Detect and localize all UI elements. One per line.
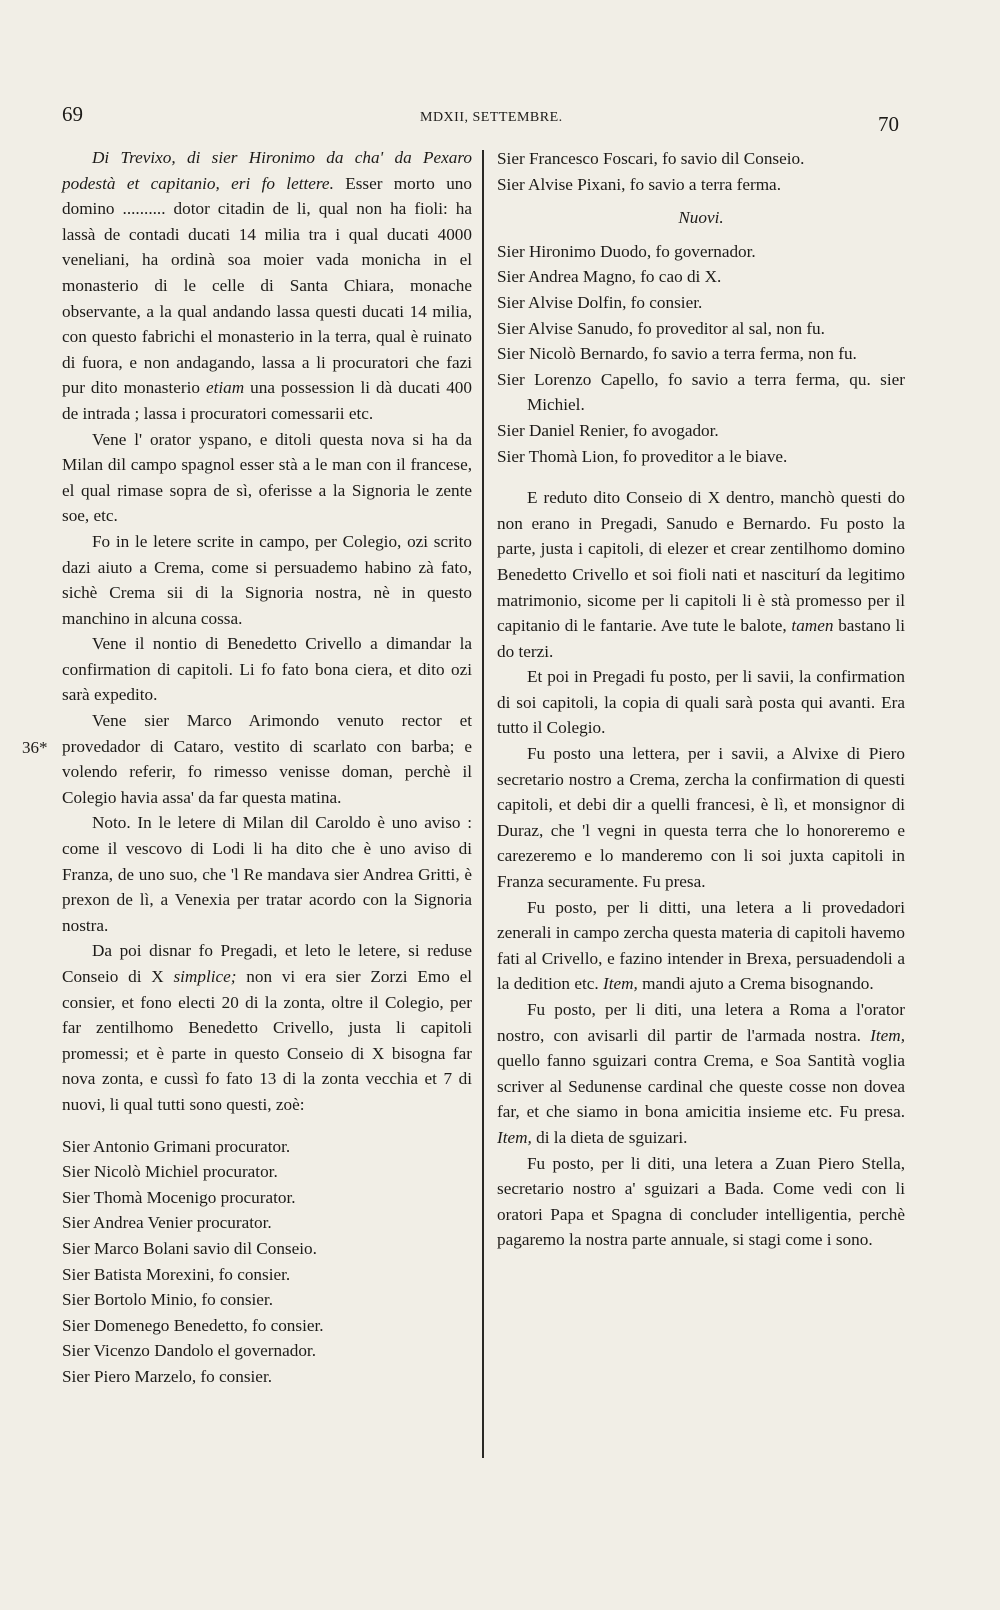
- paragraph: Fu posto una lettera, per i savii, a Alvixe di Piero secretario nostro a Crema, zercha la confirmation di questi capitoli, et debi dir a quelli francesi, è lì, et monsignor di Duraz, che 'l vegni in questa terra che lo honoreremo e carezeremo e lo manderemo con li soi juxta capitoli in Franza securamente. Fu presa.: [497, 744, 905, 892]
- paragraph-text: quello fanno sguizari contra Crema, e Soa Santità voglia scriver al Sedunense cardinal che queste cosse non dovea far, et che siamo in bona amicitia insieme etc. Fu presa.: [497, 1051, 905, 1122]
- italic-word: Item,: [870, 1025, 905, 1045]
- paragraph: Vene l' orator yspano, e ditoli questa nova si ha da Milan dil campo spagnol esser stà a le man con il francese, el qual rimase sopra de sì, oferisse a la Signoria le zente soe, etc.: [62, 429, 472, 526]
- list-item: Sier Andrea Venier procurator.: [62, 1213, 272, 1233]
- list-item: Sier Francesco Foscari, fo savio dil Conseio.: [497, 149, 805, 168]
- paragraph-text: una possession li dà ducati 400 de intrada ; lassa i procuratori comessarii etc.: [62, 378, 472, 423]
- running-title: MDXII, SETTEMBRE.: [420, 110, 563, 125]
- italic-word: simplice;: [173, 967, 237, 986]
- paragraph-text: bastano li do terzi.: [497, 616, 905, 661]
- list-item: Sier Bortolo Minio, fo consier.: [62, 1290, 274, 1310]
- paragraph-text: E reduto dito Conseio di X dentro, manchò questi do non erano in Pregadi, Sanudo e Bernardo. Fu posto la parte, justa i capitoli, di elezer et crear zentilhomo domino Benedetto Crivello et soi fioli nati et nasciturí da legitimo matrimonio, sicome per li capitoli li è stà promesso per il capitanio di le fantarie. Ave tute le balote,: [497, 488, 905, 636]
- paragraph-text: non vi era sier Zorzi Emo el consier, et fono electi 20 di la zonta, oltre il Colegio, per far zentilhomo Benedetto Crivello, justa li capitoli promessi; et è parte in questo Conseio di X bisogna far nova zonta, e cussì fo fato 13 di la zonta vecchia et 7 di nuovi, li qual tutti sono questi, zoè:: [62, 967, 472, 1114]
- paragraph-text: Fu posto, per li diti, una letera a Roma a l'orator nostro, con avisarli dil partir de l'armada nostra.: [497, 1000, 905, 1045]
- list-item: Sier Piero Marzelo, fo consier.: [62, 1366, 273, 1386]
- paragraph: [62, 938, 472, 1117]
- italic-word: Item,: [497, 1127, 532, 1147]
- right-page-number: 70: [878, 112, 899, 136]
- list-item: Sier Nicolò Bernardo, fo savio a terra ferma, non fu.: [497, 344, 857, 364]
- list-item: Sier Andrea Magno, fo cao di X.: [497, 267, 722, 287]
- list-item: Sier Daniel Renier, fo avogador.: [497, 420, 719, 440]
- list-item: Sier Alvise Pixani, fo savio a terra ferma.: [497, 174, 781, 194]
- italic-word: tamen: [791, 616, 834, 636]
- council-member-list: [62, 1134, 472, 1390]
- paragraph: Fo in le letere scrite in campo, per Colegio, ozi scrito dazi aiuto a Crema, come si persuademo habino zà fato, sichè Crema sii di la Signoria nostra, nè in questo manchino in alcuna cossa.: [62, 531, 472, 628]
- paragraph: Vene il nontio di Benedetto Crivello a dimandar la confirmation di capitoli. Li fo fato bona ciera, et dito ozi sarà expedito.: [62, 634, 472, 705]
- paragraph: Vene sier Marco Arimondo venuto rector et provedador di Cataro, vestito di scarlato con barba; e volendo referir, fo rimesso venisse doman, perchè il Colegio havia assa' da far questa matina.: [62, 711, 472, 807]
- paragraph: [497, 997, 905, 1151]
- list-item: Sier Antonio Grimani procurator.: [62, 1136, 291, 1156]
- left-page-number: 69: [62, 102, 83, 126]
- spacer: [62, 1118, 472, 1134]
- paragraph: [497, 895, 905, 997]
- list-item: Sier Lorenzo Capello, fo savio a terra ferma, qu. sier Michiel.: [497, 369, 905, 415]
- italic-word: Item,: [602, 974, 638, 994]
- paragraph-text: Fu posto, per li ditti, una letera a li provedadori zenerali in campo zercha questa materia di capitoli havemo fati al Crivello, e fazino intender in Brexa, persuadendoli a la dedition etc.: [497, 897, 905, 994]
- paragraph-text: Da poi disnar fo Pregadi, et leto le letere, si reduse Conseio di X: [62, 941, 472, 986]
- right-column: [497, 146, 905, 1253]
- margin-note: 36*: [22, 738, 48, 757]
- column-divider: [482, 150, 484, 1458]
- paragraph-text: di la dieta de sguizari.: [531, 1127, 688, 1147]
- spacer: [497, 469, 905, 485]
- council-member-list: [497, 146, 905, 197]
- paragraph-text: mandi ajuto a Crema bisognando.: [637, 974, 874, 994]
- list-item: Sier Alvise Dolfin, fo consier.: [497, 292, 703, 312]
- list-item: Sier Marco Bolani savio dil Conseio.: [62, 1238, 317, 1258]
- new-member-list: [497, 239, 905, 469]
- list-item: Sier Thomà Mocenigo procurator.: [62, 1187, 296, 1207]
- left-column: [62, 145, 472, 1390]
- list-item: Sier Nicolò Michiel procurator.: [62, 1162, 278, 1182]
- list-item: Sier Vicenzo Dandolo el governador.: [62, 1341, 317, 1361]
- section-heading: [497, 205, 905, 231]
- list-item: Sier Alvise Sanudo, fo proveditor al sal, non fu.: [497, 318, 825, 338]
- list-item: Sier Thomà Lion, fo proveditor a le biave.: [497, 446, 788, 466]
- list-item: Sier Domenego Benedetto, fo consier.: [62, 1315, 324, 1335]
- italic-word: etiam: [205, 378, 245, 398]
- paragraph: Fu posto, per li diti, una letera a Zuan Piero Stella, secretario nostro a' sguizari a Bada. Come vedi con li oratori Papa et Spagna di concluder intelligentia, perchè pagaremo la nostra parte annuale, si stagi come i sono.: [497, 1153, 905, 1250]
- list-item: Sier Batista Morexini, fo consier.: [62, 1264, 291, 1284]
- paragraph: [62, 145, 472, 427]
- heading-text: Nuovi.: [678, 208, 724, 228]
- list-item: Sier Hironimo Duodo, fo governador.: [497, 241, 756, 261]
- paragraph: [497, 485, 905, 664]
- spacer: [497, 197, 905, 205]
- paragraph: Et poi in Pregadi fu posto, per li savii, la confirmation di soi capitoli, la copia di quali sarà posta qui avanti. Era tutto il Colegio.: [497, 667, 905, 738]
- italic-heading: Di Trevixo, di sier Hironimo da cha' da Pexaro podestà et capitanio, eri fo lettere.: [62, 148, 472, 193]
- paragraph-text: Esser morto uno domino .......... dotor citadin de li, qual non ha fioli: ha lassà de contadi ducati 14 milia tra i qual ducati 4000 veneliani, ha ordinà soa moier vada monicha in el monasterio di le celle di Santa Chiara, monache observante, a la qual andando lassa questi ducati 14 milia, con questo fabrichi el monasterio in la terra, qual è ruinato di fuora, e non andagando, lassa a li procuratori che fazi pur dito monasterio: [62, 173, 472, 398]
- paragraph: Noto. In le letere di Milan dil Caroldo è uno aviso : come il vescovo di Lodi li ha dito che è uno aviso di Franza, de uno suo, che 'l Re mandava sier Andrea Gritti, è prexon de lì, a Venexia per tratar acordo con la Signoria nostra.: [62, 813, 472, 935]
- spacer: [497, 231, 905, 239]
